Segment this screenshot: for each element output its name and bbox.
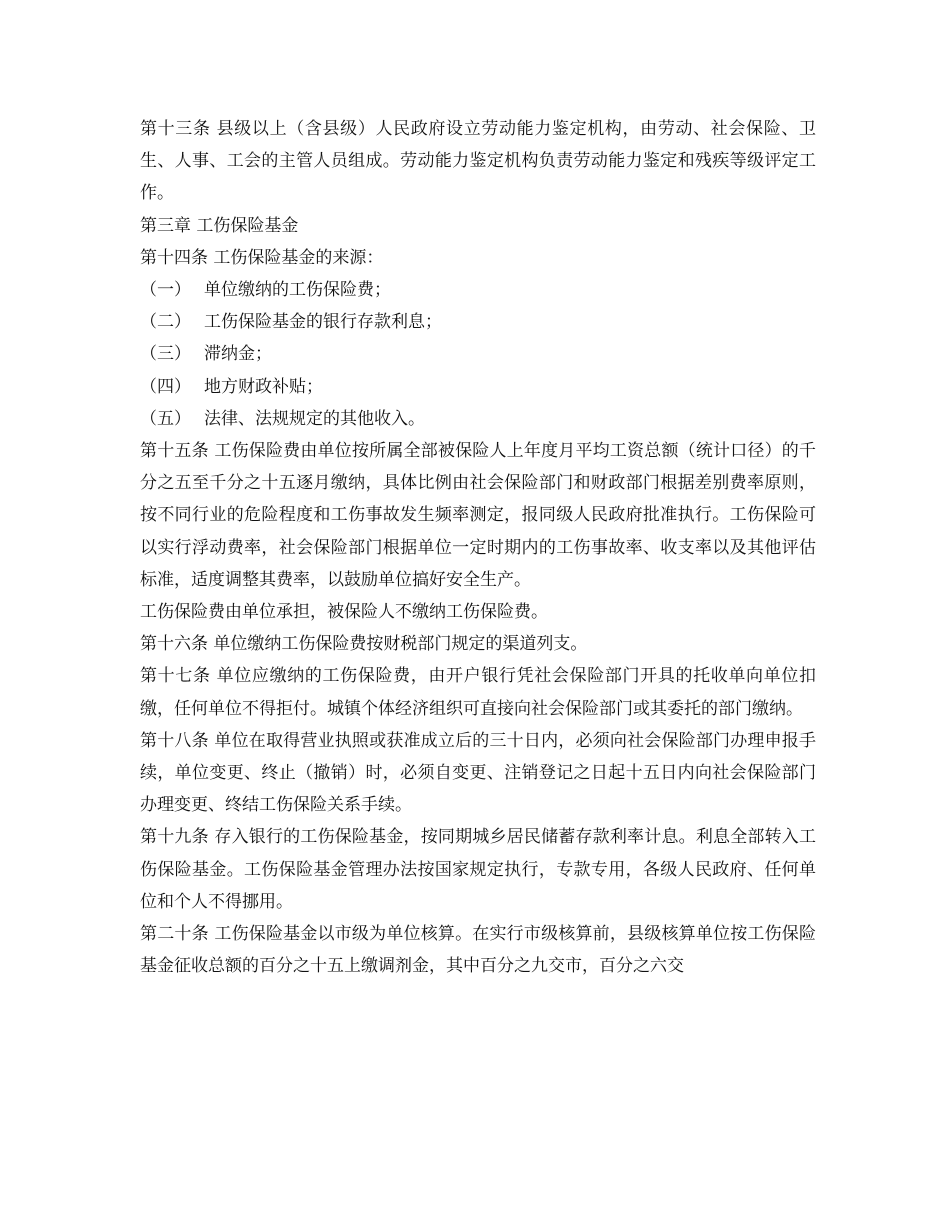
list-item-number: （一） (140, 280, 191, 301)
document-body (140, 113, 816, 982)
list-item-text: 地方财政补贴； (204, 376, 323, 397)
list-item (140, 306, 816, 338)
article-15-continued: 工伤保险费由单位承担，被保险人不缴纳工伤保险费。 (140, 602, 548, 623)
list-item-number: （二） (140, 312, 191, 333)
list-item-text: 法律、法规规定的其他收入。 (204, 408, 425, 429)
list-item-number: （三） (140, 344, 191, 365)
list-item-text: 单位缴纳的工伤保险费； (204, 280, 391, 301)
list-item (140, 371, 816, 403)
list-item-number: （五） (140, 408, 191, 429)
list-item-text: 滞纳金； (204, 344, 272, 365)
article-18: 第十八条 单位在取得营业执照或获准成立后的三十日内，必须向社会保险部门办理申报手续，单位变更、终止（撤销）时，必须自变更、注销登记之日起十五日内向社会保险部门办理变更、终结工伤保险关系手续。 (140, 730, 816, 816)
article-17: 第十七条 单位应缴纳的工伤保险费，由开户银行凭社会保险部门开具的托收单向单位扣缴，任何单位不得拒付。城镇个体经济组织可直接向社会保险部门或其委托的部门缴纳。 (140, 666, 816, 719)
list-item-number: （四） (140, 376, 191, 397)
article-14: 第十四条 工伤保险基金的来源： (140, 247, 384, 268)
article-15: 第十五条 工伤保险费由单位按所属全部被保险人上年度月平均工资总额（统计口径）的千分之五至千分之十五逐月缴纳，具体比例由社会保险部门和财政部门根据差别费率原则，按不同行业的危险程度和工伤事故发生频率测定，报同级人民政府批准执行。工伤保险可以实行浮动费率，社会保险部门根据单位一定时期内的工伤事故率、收支率以及其他评估标准，适度调整其费率，以鼓励单位搞好安全生产。 (140, 441, 816, 590)
chapter-3-heading: 第三章 工伤保险基金 (140, 215, 299, 236)
article-16: 第十六条 单位缴纳工伤保险费按财税部门规定的渠道列支。 (140, 634, 588, 655)
article-13: 第十三条 县级以上（含县级）人民政府设立劳动能力鉴定机构，由劳动、社会保险、卫生、人事、工会的主管人员组成。劳动能力鉴定机构负责劳动能力鉴定和残疾等级评定工作。 (140, 119, 816, 204)
list-item (140, 274, 816, 306)
list-item (140, 338, 816, 370)
list-item-text: 工伤保险基金的银行存款利息； (204, 312, 442, 333)
list-item (140, 403, 816, 435)
article-20: 第二十条 工伤保险基金以市级为单位核算。在实行市级核算前，县级核算单位按工伤保险基金征收总额的百分之十五上缴调剂金，其中百分之九交市，百分之六交 (140, 924, 816, 977)
article-19: 第十九条 存入银行的工伤保险基金，按同期城乡居民储蓄存款利率计息。利息全部转入工伤保险基金。工伤保险基金管理办法按国家规定执行，专款专用，各级人民政府、任何单位和个人不得挪用。 (140, 827, 816, 912)
